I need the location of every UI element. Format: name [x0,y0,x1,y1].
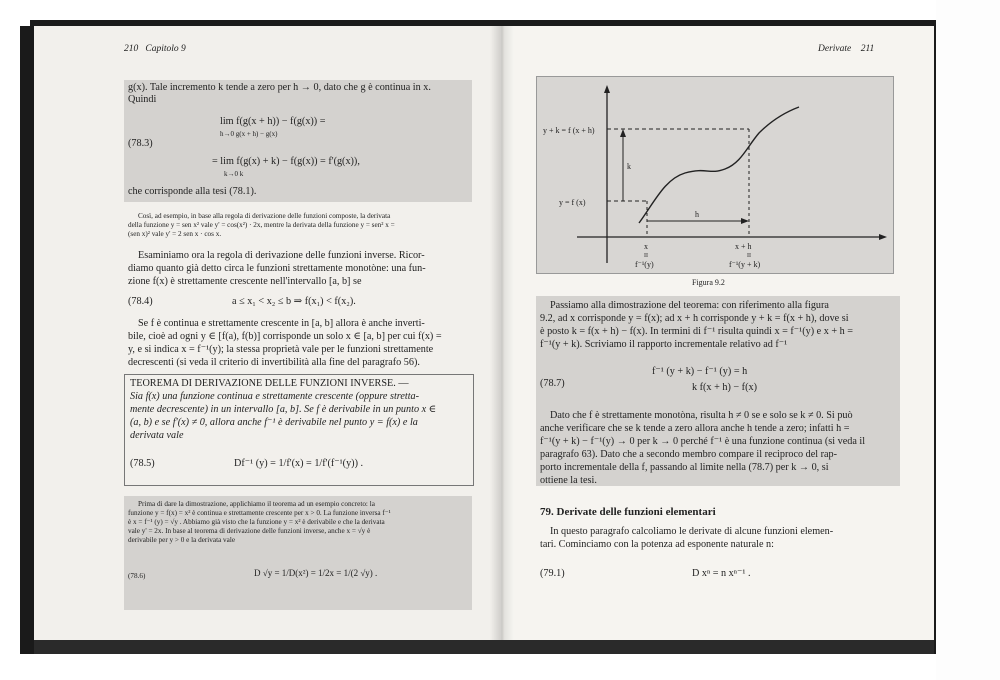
eq-787-denominator: k f(x + h) − f(x) [692,382,757,393]
right-chapter-title: Derivate [818,44,852,54]
proof2-line6: ottiene la tesi. [540,475,597,486]
label-x-eq: II [644,253,648,259]
proof-line1: Passiamo alla dimostrazione del teorema: con riferimento alla figura [550,300,829,311]
label-xh: x + h [735,242,752,251]
example-1-line1: Così, ad esempio, in base alla regola di derivazione delle funzioni composte, la derivata [138,212,391,220]
section-line1: In questo paragrafo calcoliamo le derivate di alcune funzioni elemen- [550,526,834,537]
proof2-line3: f⁻¹(y + k) − f⁻¹(y) → 0 per k → 0 perché f⁻¹ è una funzione continua (si veda il [540,436,866,447]
example-2-line3: è x = f⁻¹ (y) = √y . Abbiamo già visto che la funzione y = x² è derivabile e che la derivata [128,518,385,526]
left-chapter-title: Capitolo 9 [145,44,186,54]
para1-line1: Esaminiamo ora la regola di derivazione delle funzioni inverse. Ricor- [138,250,425,261]
theorem-line3: (a, b) e se f'(x) ≠ 0, allora anche f⁻¹ è derivabile nel punto y = f(x) e la [130,417,418,428]
left-header [124,44,186,54]
eq-785-label: (78.5) [130,458,155,469]
eq-784: a ≤ x₁ < x₂ ≤ b ⇒ f(x₁) < f(x₂). [232,296,356,307]
book-edge-left [20,26,34,654]
right-page [500,26,934,640]
proof2-line1: Dato che f è strettamente monotòna, risulta h ≠ 0 se e solo se k ≠ 0. Si può [550,410,853,421]
proof2-line2: anche verificare che se k tende a zero allora anche h tende a zero; infatti h = [540,423,850,434]
label-k: k [627,162,631,171]
x-axis-arrow [879,234,887,240]
theorem-line1: Sia f(x) una funzione continua e strettamente crescente (oppure stretta- [130,391,420,402]
label-x: x [644,242,648,251]
para1-line3: zione f(x) è strettamente crescente nell'intervallo [a, b] se [128,276,362,287]
book-edge-bottom [34,640,934,654]
para2-line4: decrescenti (si veda il criterio di invertibilità alla fine del paragrafo 56). [128,357,420,368]
eq-785: Df⁻¹ (y) = 1/f'(x) = 1/f'(f⁻¹(y)) . [234,458,364,469]
eq-783-lim2: k→0 k [224,170,244,178]
example-2-line5: derivabile per y > 0 e la derivata vale [128,536,236,544]
eq-786: D √y = 1/D(x²) = 1/2x = 1/(2 √y) . [254,568,378,578]
shade-top-line2: Quindi [128,94,157,105]
right-header [818,44,874,54]
eq-791: D xⁿ = n xⁿ⁻¹ . [692,568,751,579]
proof2-line5: porto incrementale della f, passando al limite nella (78.7) per k → 0, si [540,462,829,473]
scan-top-margin [0,0,1000,20]
eq-784-label: (78.4) [128,296,153,307]
label-finv-yk: f⁻¹(y + k) [729,260,761,269]
theorem-line4: derivata vale [130,430,184,441]
example-1-line2: della funzione y = sen x² vale y' = cos(x²) · 2x, mentre la derivata della funzione y = sen² x = [128,221,395,229]
label-xh-eq: II [747,253,751,259]
label-y: y = f (x) [559,198,586,207]
k-arrow-head [620,129,626,137]
proof-line4: f⁻¹(y + k). Scriviamo il rapporto incrementale relativo ad f⁻¹ [540,339,788,350]
eq-783-row1: lim f(g(x + h)) − f(g(x)) = [220,116,326,127]
theorem-title: TEOREMA DI DERIVAZIONE DELLE FUNZIONI INVERSE. — [130,378,409,389]
para2-line1: Se f è continua e strettamente crescente in [a, b] allora è anche inverti- [138,318,425,329]
eq-787: f⁻¹ (y + k) − f⁻¹ (y) = h [652,366,748,377]
para2-line2: bile, cioè ad ogni y ∈ [f(a), f(b)] corrisponde un solo x ∈ [a, b] per cui f(x) = [128,331,442,342]
y-axis-arrow [604,85,610,93]
section-title: 79. Derivate delle funzioni elementari [540,506,716,518]
example-2-line1: Prima di dare la dimostrazione, applichiamo il teorema ad un esempio concreto: la [138,500,375,508]
h-arrow-head [741,218,749,224]
figure-graph [537,77,893,273]
label-h: h [695,210,699,219]
scan-bottom-margin [0,654,936,680]
eq-787-label: (78.7) [540,378,565,389]
left-page-number: 210 [124,44,139,54]
para1-line2: diamo quanto già detto circa le funzioni strettamente monotòne: una fun- [128,263,426,274]
figure-9-2 [536,76,894,274]
shaded-block-783 [124,80,472,202]
section-line2: tari. Cominciamo con la potenza ad esponente naturale n: [540,539,774,550]
eq-783-row2: = lim f(g(x) + k) − f(g(x)) = f'(g(x)), [212,156,360,167]
proof2-line4: paragrafo 63). Dato che a secondo membro compare il reciproco del rap- [540,449,837,460]
eq-786-label: (78.6) [128,572,146,580]
example-2-line4: vale y' = 2x. In base al teorema di derivazione delle funzioni inverse, anche x = √y è [128,527,371,535]
eq-783-lim1: h→0 g(x + h) − g(x) [220,130,278,138]
label-ylk: y + k = f (x + h) [543,126,595,135]
shade-top-line1: g(x). Tale incremento k tende a zero per h → 0, dato che g è continua in x. [128,82,431,93]
label-finv-y: f⁻¹(y) [635,260,654,269]
proof-line3: è posto k = f(x + h) − f(x). In termini di f⁻¹ risulta quindi x = f⁻¹(y) e x + h = [540,326,854,337]
scan-right-margin [936,0,1000,680]
function-curve [639,107,799,223]
right-page-number: 211 [860,44,875,54]
proof-line2: 9.2, ad x corrisponde y = f(x); ad x + h corrisponde y + k = f(x + h), dove si [540,313,849,324]
example-2-line2: funzione y = f(x) = x² è continua e strettamente crescente per x > 0. La funzione inversa f⁻¹ [128,509,391,517]
figure-caption: Figura 9.2 [692,278,725,287]
book-gutter [490,26,514,640]
eq-791-label: (79.1) [540,568,565,579]
example-1-line3: (sen x)² vale y' = 2 sen x · cos x. [128,230,222,238]
para2-line3: y, e si indica x = f⁻¹(y); la stessa proprietà vale per le funzioni strettamente [128,344,434,355]
eq-783-after: che corrisponde alla tesi (78.1). [128,186,257,197]
eq-783-label: (78.3) [128,138,153,149]
left-page [34,26,500,640]
theorem-line2: mente decrescente) in un intervallo [a, b]. Se f è derivabile in un punto x ∈ [130,404,437,415]
